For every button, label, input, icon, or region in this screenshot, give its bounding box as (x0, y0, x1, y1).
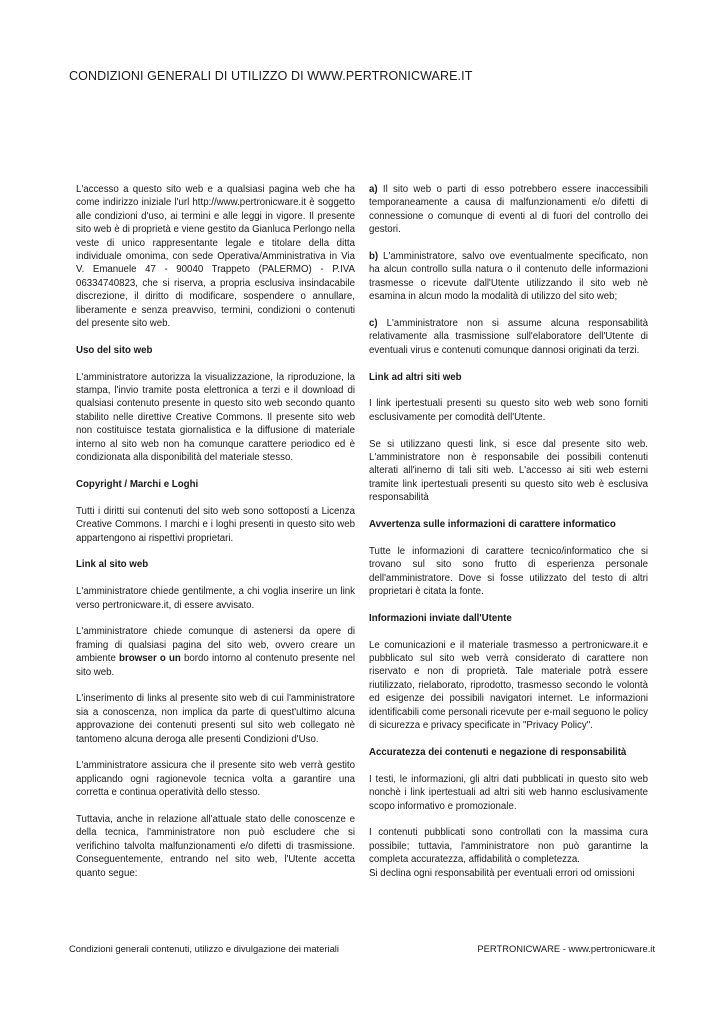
document-title: CONDIZIONI GENERALI DI UTILIZZO DI WWW.PERTRONICWARE.IT (69, 69, 473, 83)
list-item-b-text: L'amministratore, salvo ove eventualmente specificato, non ha alcun controllo sulla natura o il contenuto delle informazioni trasmesse o ricevute dall'Utente utilizzando il sito web nè esamina in alcun modo la modalità di utilizzo del sito web; (369, 251, 648, 303)
list-item-a-label: a) (369, 184, 378, 195)
footer-left: Condizioni generali contenuti, utilizzo e divulgazione dei materiali (69, 943, 339, 954)
list-item-c (369, 317, 648, 357)
section-heading-accuratezza: Accuratezza dei contenuti e negazione di responsabilità (369, 746, 627, 758)
avvertenza-paragraph: Tutte le informazioni di carattere tecnico/informatico che si trovano sul sito sono frutto di esperienza personale dell'amministratore. Dove si fosse utilizzato del testo di altri proprietari è citata la fonte. (369, 545, 648, 598)
link-paragraph-1: L'amministratore chiede gentilmente, a chi voglia inserire un link verso pertronicware.it, di essere avvisato. (76, 586, 355, 611)
list-item-b-label: b) (369, 251, 379, 263)
link-paragraph-2 (76, 625, 355, 679)
link-paragraph-2-bold: browser o un (119, 653, 181, 665)
link-paragraph-2-start: L'amministratore chiede comunque di astenersi da opere di framing di qualsiasi pagina del sito web, ovvero creare un ambiente (76, 626, 355, 665)
altri-siti-paragraph-2: Se si utilizzano questi link, si esce dal presente sito web. L'amministratore non è responsabile dei possibili contenuti alterati all'inerno di tali siti web. L'accesso ai siti web esterni tramite link ipertestuali presenti su questo sito web è esclusiva responsabilità (369, 438, 648, 504)
footer-right: PERTRONICWARE - www.pertronicware.it (477, 943, 655, 954)
link-paragraph-2-end: bordo intorno al contenuto presente nel sito web. (76, 653, 355, 678)
right-column (369, 183, 648, 880)
section-heading-link: Link al sito web (76, 559, 149, 571)
uso-paragraph: L'amministratore autorizza la visualizzazione, la riproduzione, la stampa, l'invio tramite posta elettronica a terzi e il download di qualsiasi contenuto presente in questo sito web secondo quanto stabilito nelle direttive Creative Commons. Il presente sito web non costituisce testata giornalistica e la diffusione di materiale interno al sito web non ha comunque carattere periodico ed è condizionata alla disponibilità del materiale stesso. (76, 371, 355, 464)
link-paragraph-3: L'inserimento di links al presente sito web di cui l'amministratore sia a conoscenza, non implica da parte di quest'ultimo alcuna approvazione dei contenuti presenti sul sito web collegato nè tantomeno alcuna deroga alle presenti Condizioni d'Uso. (76, 693, 355, 745)
accuratezza-paragraph-3: Si declina ogni responsabilità per eventuali errori od omissioni (369, 867, 635, 879)
list-item-a-text: Il sito web o parti di esso potrebbero essere inaccessibili temporaneamente a causa di malfunzionamenti e/o difetti di connessione o comunque di eventi al di fuori del controllo dei gestori. (369, 184, 648, 236)
section-heading-altri-siti: Link ad altri siti web (369, 371, 462, 383)
copyright-paragraph: Tutti i diritti sui contenuti del sito web sono sottoposti a Licenza Creative Commons. I marchi e i loghi presenti in questo sito web appartengono ai rispettivi proprietari. (76, 505, 355, 544)
list-item-c-label: c) (369, 318, 378, 330)
link-paragraph-5: Tuttavia, anche in relazione all'attuale stato delle conoscenze e della tecnica, l'amministratore non può escludere che si verifichino talvolta malfunzionamenti e/o difetti di trasmissione. Conseguentemente, entrando nel sito web, l'Utente accetta quanto segue: (76, 813, 355, 879)
informazioni-paragraph: Le comunicazioni e il materiale trasmesso a pertronicware.it e pubblicato sul sito web verrà considerato di carattere non riservato e non di proprietà. Tale materiale potrà essere riutilizzato, rielaborato, riprodotto, trasmesso secondo le volontà ed esigenze dei possibili navigatori internet. Le informazioni identificabili come personali ricevute per e-mail seguono le policy di sicurezza e privacy specificate in "Privacy Policy". (369, 639, 648, 732)
list-item-b (369, 250, 648, 304)
accuratezza-paragraph-1: I testi, le informazioni, gli altri dati pubblicati in questo sito web nonchè i link ipertestuali ad altri siti web hanno esclusivamente scopo informativo e promozionale. (369, 773, 648, 812)
list-item-a (369, 183, 648, 237)
intro-paragraph: L'accesso a questo sito web e a qualsiasi pagina web che ha come indirizzo iniziale l'url http://www.pertronicware.it è soggetto alle condizioni d'uso, ai termini e alle leggi in vigore. Il presente sito web è di proprietà e viene gestito da Gianluca Perlongo nella veste di unico rappresentante legale e titolare della ditta individuale omonima, con sede Operativa/Amministrativa in Via V. Emanuele 47 - 90040 Trappeto (PALERMO) - P.IVA 06334740823, che si riserva, a propria esclusiva insindacabile discrezione, il diritto di modificare, sospendere o annullare, liberamente e senza preavviso, termini, condizioni o contenuti del presente sito web. (76, 184, 355, 330)
left-column (76, 183, 355, 880)
section-heading-informazioni: Informazioni inviate dall'Utente (369, 612, 512, 624)
accuratezza-paragraph-2: I contenuti pubblicati sono controllati con la massima cura possibile; tuttavia, l'amministratore non può garantirne la completa accuratezza, affidabilità o completezza. (369, 827, 648, 866)
section-heading-avvertenza: Avvertenza sulle informazioni di carattere informatico (369, 519, 616, 531)
section-heading-copyright: Copyright / Marchi e Loghi (76, 478, 199, 490)
link-paragraph-4: L'amministratore assicura che il presente sito web verrà gestito applicando ogni ragionevole tecnica volta a garantire una corretta e continua operatività dello stesso. (76, 760, 355, 799)
altri-siti-paragraph-1: I link ipertestuali presenti su questo sito web web sono forniti esclusivamente per comodità dell'Utente. (369, 398, 648, 423)
list-item-c-text: L'amministratore non si assume alcuna responsabilità relativamente alla trasmissione sull'elaboratore dell'Utente di eventuali virus e contenuti comunque dannosi originati da terzi. (369, 318, 648, 356)
section-heading-uso: Uso del sito web (76, 344, 153, 356)
